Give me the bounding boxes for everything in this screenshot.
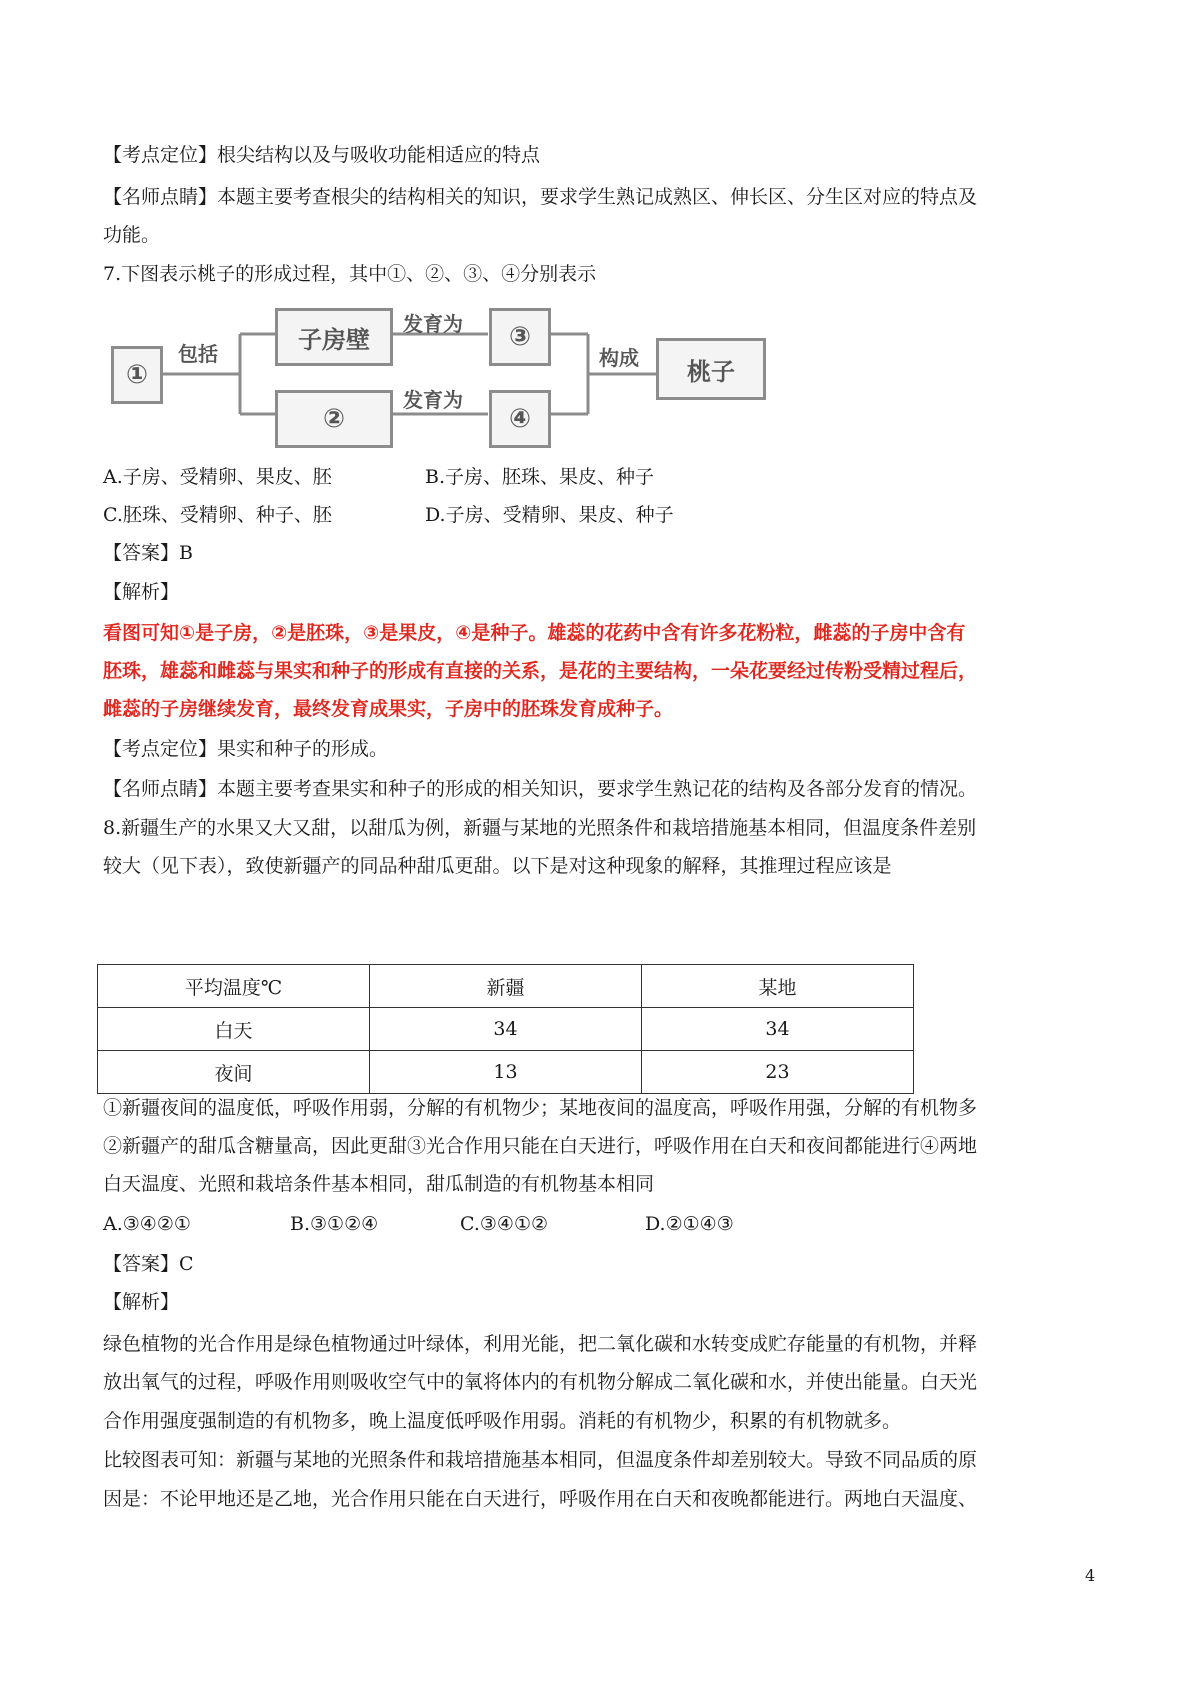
analysis-8-line-3: 合作用强度强制造的有机物多，晚上温度低呼吸作用弱。消耗的有机物少，积累的有机物就多。 (103, 1410, 902, 1432)
analysis-8-line-1: 绿色植物的光合作用是绿色植物通过叶绿体，利用光能，把二氧化碳和水转变成贮存能量的有机物，并释 (103, 1333, 978, 1355)
box-3: ③ (489, 308, 551, 366)
box-taozi: 桃子 (656, 338, 766, 400)
table-row (98, 1051, 914, 1094)
question-8-line-2: 较大（见下表），致使新疆产的同品种甜瓜更甜。以下是对这种现象的解释，其推理过程应该是 (103, 855, 892, 877)
table-header-cell: 某地 (642, 965, 914, 1008)
answer-8: 【答案】C (103, 1253, 194, 1275)
page-number: 4 (1085, 1566, 1096, 1585)
answer-7: 【答案】B (103, 542, 193, 564)
q8-option-c: C.③④①② (460, 1213, 549, 1235)
table-cell: 23 (642, 1051, 914, 1094)
analysis-7-red-line-3: 雌蕊的子房继续发育，最终发育成果实，子房中的胚珠发育成种子。 (103, 698, 674, 720)
table-header-cell: 新疆 (370, 965, 642, 1008)
question-7: 7.下图表示桃子的形成过程，其中①、②、③、④分别表示 (103, 263, 597, 285)
table-header-row (98, 965, 914, 1008)
box-1: ① (111, 346, 163, 404)
label-fayuwei-top: 发育为 (403, 312, 463, 336)
statement-3: 白天温度、光照和栽培条件基本相同，甜瓜制造的有机物基本相同 (103, 1173, 655, 1195)
kaodian-7: 【考点定位】果实和种子的形成。 (103, 738, 389, 760)
label-goucheng: 构成 (599, 346, 639, 370)
statement-2: ②新疆产的甜瓜含糖量高，因此更甜③光合作用只能在白天进行，呼吸作用在白天和夜间都能进行④两地 (103, 1135, 978, 1157)
table-cell: 34 (370, 1008, 642, 1051)
table-cell: 34 (642, 1008, 914, 1051)
q7-option-d: D.子房、受精卵、果皮、种子 (425, 504, 674, 526)
analysis-8-line-4: 比较图表可知：新疆与某地的光照条件和栽培措施基本相同，但温度条件却差别较大。导致不同品质的原 (103, 1449, 978, 1471)
analysis-7-red-line-2: 胚珠，雄蕊和雌蕊与果实和种子的形成有直接的关系，是花的主要结构，一朵花要经过传粉受精过程后， (103, 660, 978, 682)
table-row (98, 1008, 914, 1051)
analysis-8-line-5: 因是：不论甲地还是乙地，光合作用只能在白天进行，呼吸作用在白天和夜晚都能进行。两地白天温度、 (103, 1488, 978, 1510)
mingshi-7: 【名师点睛】本题主要考查果实和种子的形成的相关知识，要求学生熟记花的结构及各部分发育的情况。 (103, 778, 978, 800)
kaodian-line-6: 【考点定位】根尖结构以及与吸收功能相适应的特点 (103, 144, 541, 166)
analysis-7-red-line-1: 看图可知①是子房，②是胚珠，③是果皮，④是种子。雄蕊的花药中含有许多花粉粒，雌蕊的子房中含有 (103, 622, 966, 644)
analysis-7-heading: 【解析】 (103, 581, 180, 603)
q8-option-d: D.②①④③ (645, 1213, 734, 1235)
box-zifangbi: 子房壁 (275, 308, 393, 366)
question-8-line-1: 8.新疆生产的水果又大又甜，以甜瓜为例，新疆与某地的光照条件和栽培措施基本相同，但温度条件差别 (103, 817, 977, 839)
label-fayuwei-bottom: 发育为 (403, 388, 463, 412)
table-cell: 白天 (98, 1008, 370, 1051)
temperature-table (97, 964, 914, 1094)
mingshi-line-6: 【名师点睛】本题主要考查根尖的结构相关的知识，要求学生熟记成熟区、伸长区、分生区对应的特点及 (103, 186, 978, 208)
q7-option-a: A.子房、受精卵、果皮、胚 (103, 466, 332, 488)
q7-option-b: B.子房、胚珠、果皮、种子 (425, 466, 655, 488)
mingshi-line-6-cont: 功能。 (103, 224, 161, 246)
table-cell: 夜间 (98, 1051, 370, 1094)
box-4: ④ (489, 390, 551, 448)
label-baokuo: 包括 (178, 342, 218, 366)
analysis-8-heading: 【解析】 (103, 1291, 180, 1313)
q7-option-c: C.胚珠、受精卵、种子、胚 (103, 504, 332, 526)
analysis-8-line-2: 放出氧气的过程，呼吸作用则吸收空气中的氧将体内的有机物分解成二氧化碳和水，并使出能量。白天光 (103, 1371, 978, 1393)
q8-option-a: A.③④②① (103, 1213, 191, 1235)
statement-1: ①新疆夜间的温度低，呼吸作用弱，分解的有机物少；某地夜间的温度高，呼吸作用强，分解的有机物多 (103, 1097, 978, 1119)
q8-option-b: B.③①②④ (290, 1213, 379, 1235)
table-cell: 13 (370, 1051, 642, 1094)
box-2: ② (275, 390, 393, 448)
peach-formation-diagram (103, 312, 843, 484)
table-header-cell: 平均温度℃ (98, 965, 370, 1008)
